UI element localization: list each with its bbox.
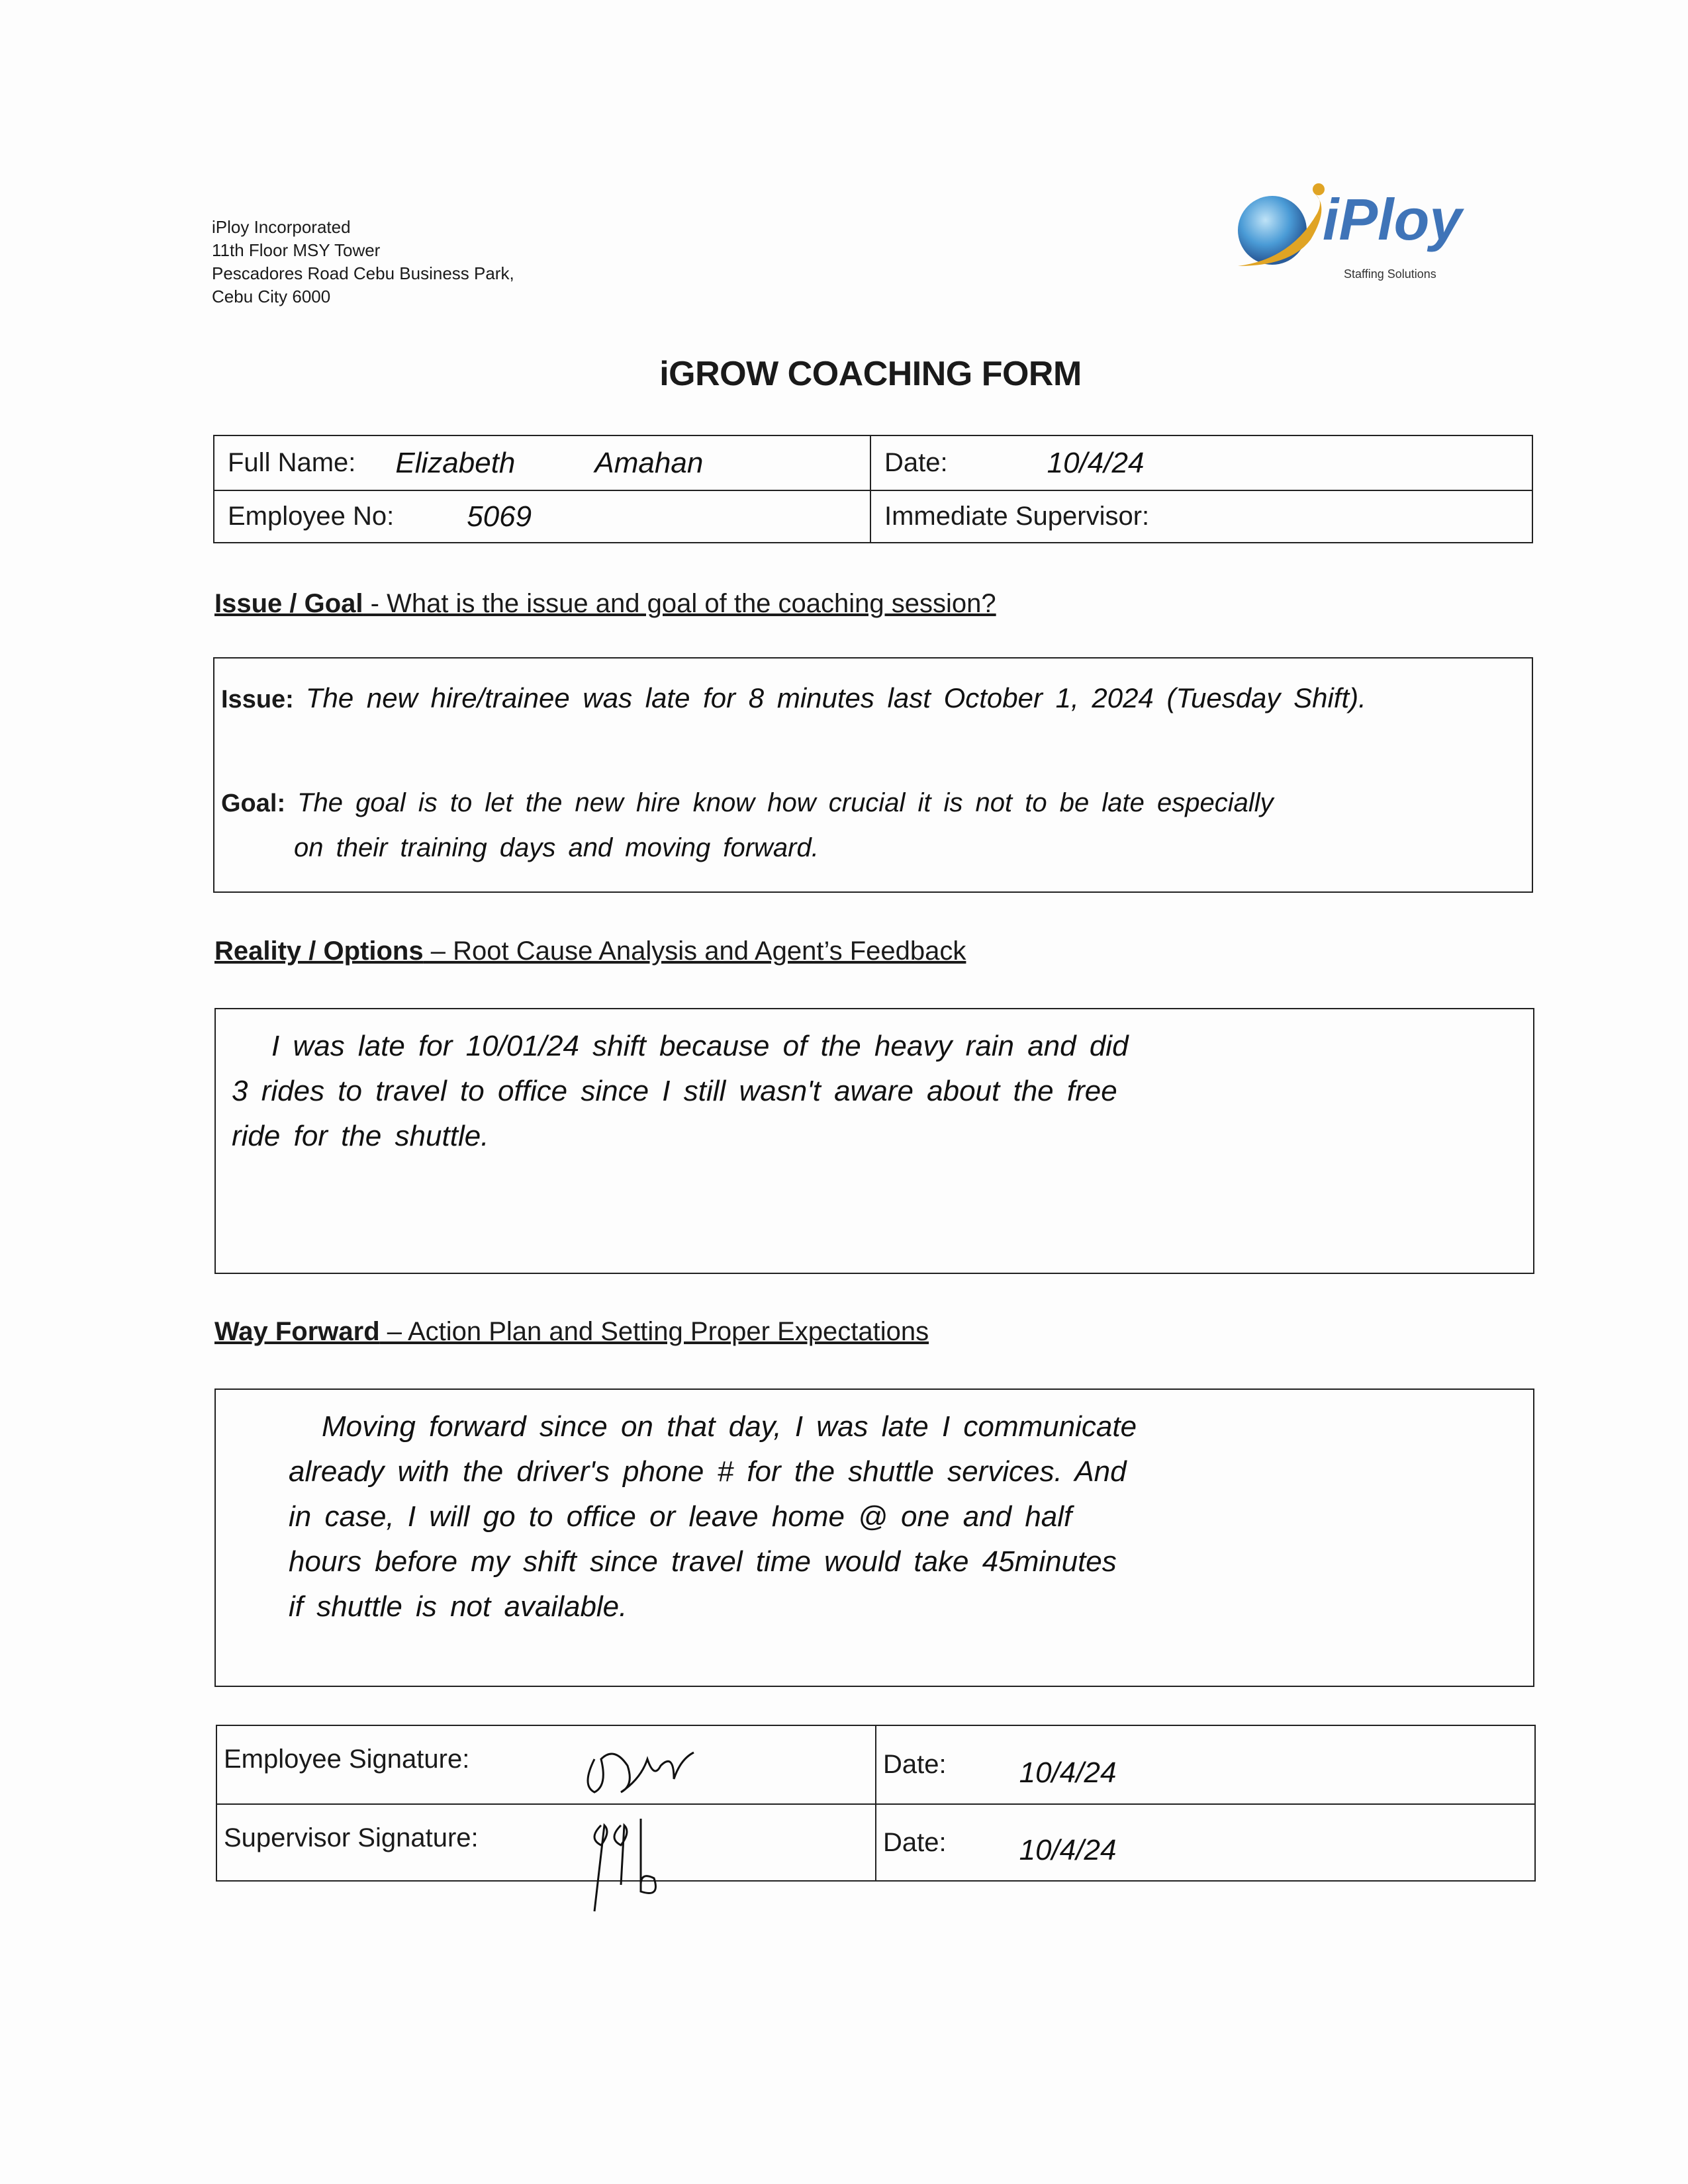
issue-label: Issue: [221,686,294,713]
address-line: Pescadores Road Cebu Business Park, [212,263,514,283]
way-forward-heading [214,1317,929,1347]
company-name: iPloy Incorporated [212,217,351,237]
employee-signature-field [217,1726,875,1792]
supervisor-signature-image [575,1799,680,1918]
employee-signature-label: Employee Signature: [224,1744,470,1774]
last-name-value: Amahan [594,446,704,479]
goal-row [221,780,1516,825]
supervisor-date-field [876,1805,1534,1880]
supervisor-date-label: Date: [883,1827,947,1857]
employee-date-value: 10/4/24 [1019,1756,1117,1789]
section-title: Reality / Options [214,936,424,966]
goal-text-line2: on their training days and moving forward. [294,833,819,862]
way-forward-line: already with the driver's phone # for the shuttle services. And [289,1455,1127,1488]
supervisor-label: Immediate Supervisor: [884,502,1150,531]
way-forward-line: in case, I will go to office or leave home @ one and half [289,1500,1072,1533]
reality-line: 3 rides to travel to office since I still wasn't aware about the free [232,1075,1117,1107]
way-forward-box [214,1388,1534,1687]
company-address [212,216,514,308]
employee-date-label: Date: [883,1750,947,1779]
employee-date-field [876,1726,1534,1803]
logo-tagline: Staffing Solutions [1344,267,1436,281]
address-line: 11th Floor MSY Tower [212,240,381,260]
supervisor-signature-label: Supervisor Signature: [224,1823,479,1852]
globe-icon [1231,179,1523,291]
issue-row [221,676,1516,721]
signature-table [216,1725,1536,1882]
employee-no-field [214,491,870,542]
reality-box [214,1008,1534,1274]
section-subtitle: – Root Cause Analysis and Agent’s Feedback [423,936,966,966]
goal-text-line1: The goal is to let the new hire know how crucial it is not to be late especially [297,788,1274,817]
date-label: Date: [884,448,948,477]
way-forward-line: hours before my shift since travel time would take 45minutes [289,1545,1117,1578]
issue-goal-heading [214,589,996,619]
goal-label: Goal: [221,790,286,817]
issue-text: The new hire/trainee was late for 8 minutes last October 1, 2024 (Tuesday Shift). [305,682,1366,713]
reality-line: ride for the shuttle. [232,1120,489,1152]
reality-line: I was late for 10/01/24 shift because of the heavy rain and did [271,1030,1129,1062]
reality-heading [214,936,966,966]
logo-text: iPloy [1323,187,1462,252]
date-field [871,436,1532,490]
employee-no-value: 5069 [467,500,532,533]
issue-goal-box [213,657,1533,893]
section-title: Way Forward [214,1317,380,1346]
first-name-value: Elizabeth [395,446,516,479]
section-subtitle: - What is the issue and goal of the coaching session? [363,589,996,618]
employee-no-label: Employee No: [228,502,395,531]
address-line: Cebu City 6000 [212,287,331,306]
company-logo [1231,179,1523,291]
full-name-field [214,436,870,490]
full-name-label: Full Name: [228,448,356,477]
employee-info-table [213,435,1533,543]
supervisor-date-value: 10/4/24 [1019,1834,1117,1866]
supervisor-signature-field [217,1805,875,1871]
date-value: 10/4/24 [1047,446,1145,479]
way-forward-line: if shuttle is not available. [289,1590,628,1623]
supervisor-field [871,491,1532,542]
section-title: Issue / Goal [214,589,363,618]
section-subtitle: – Action Plan and Setting Proper Expectations [379,1317,929,1346]
form-title: iGROW COACHING FORM [659,355,1082,393]
way-forward-line: Moving forward since on that day, I was late I communicate [322,1410,1137,1443]
